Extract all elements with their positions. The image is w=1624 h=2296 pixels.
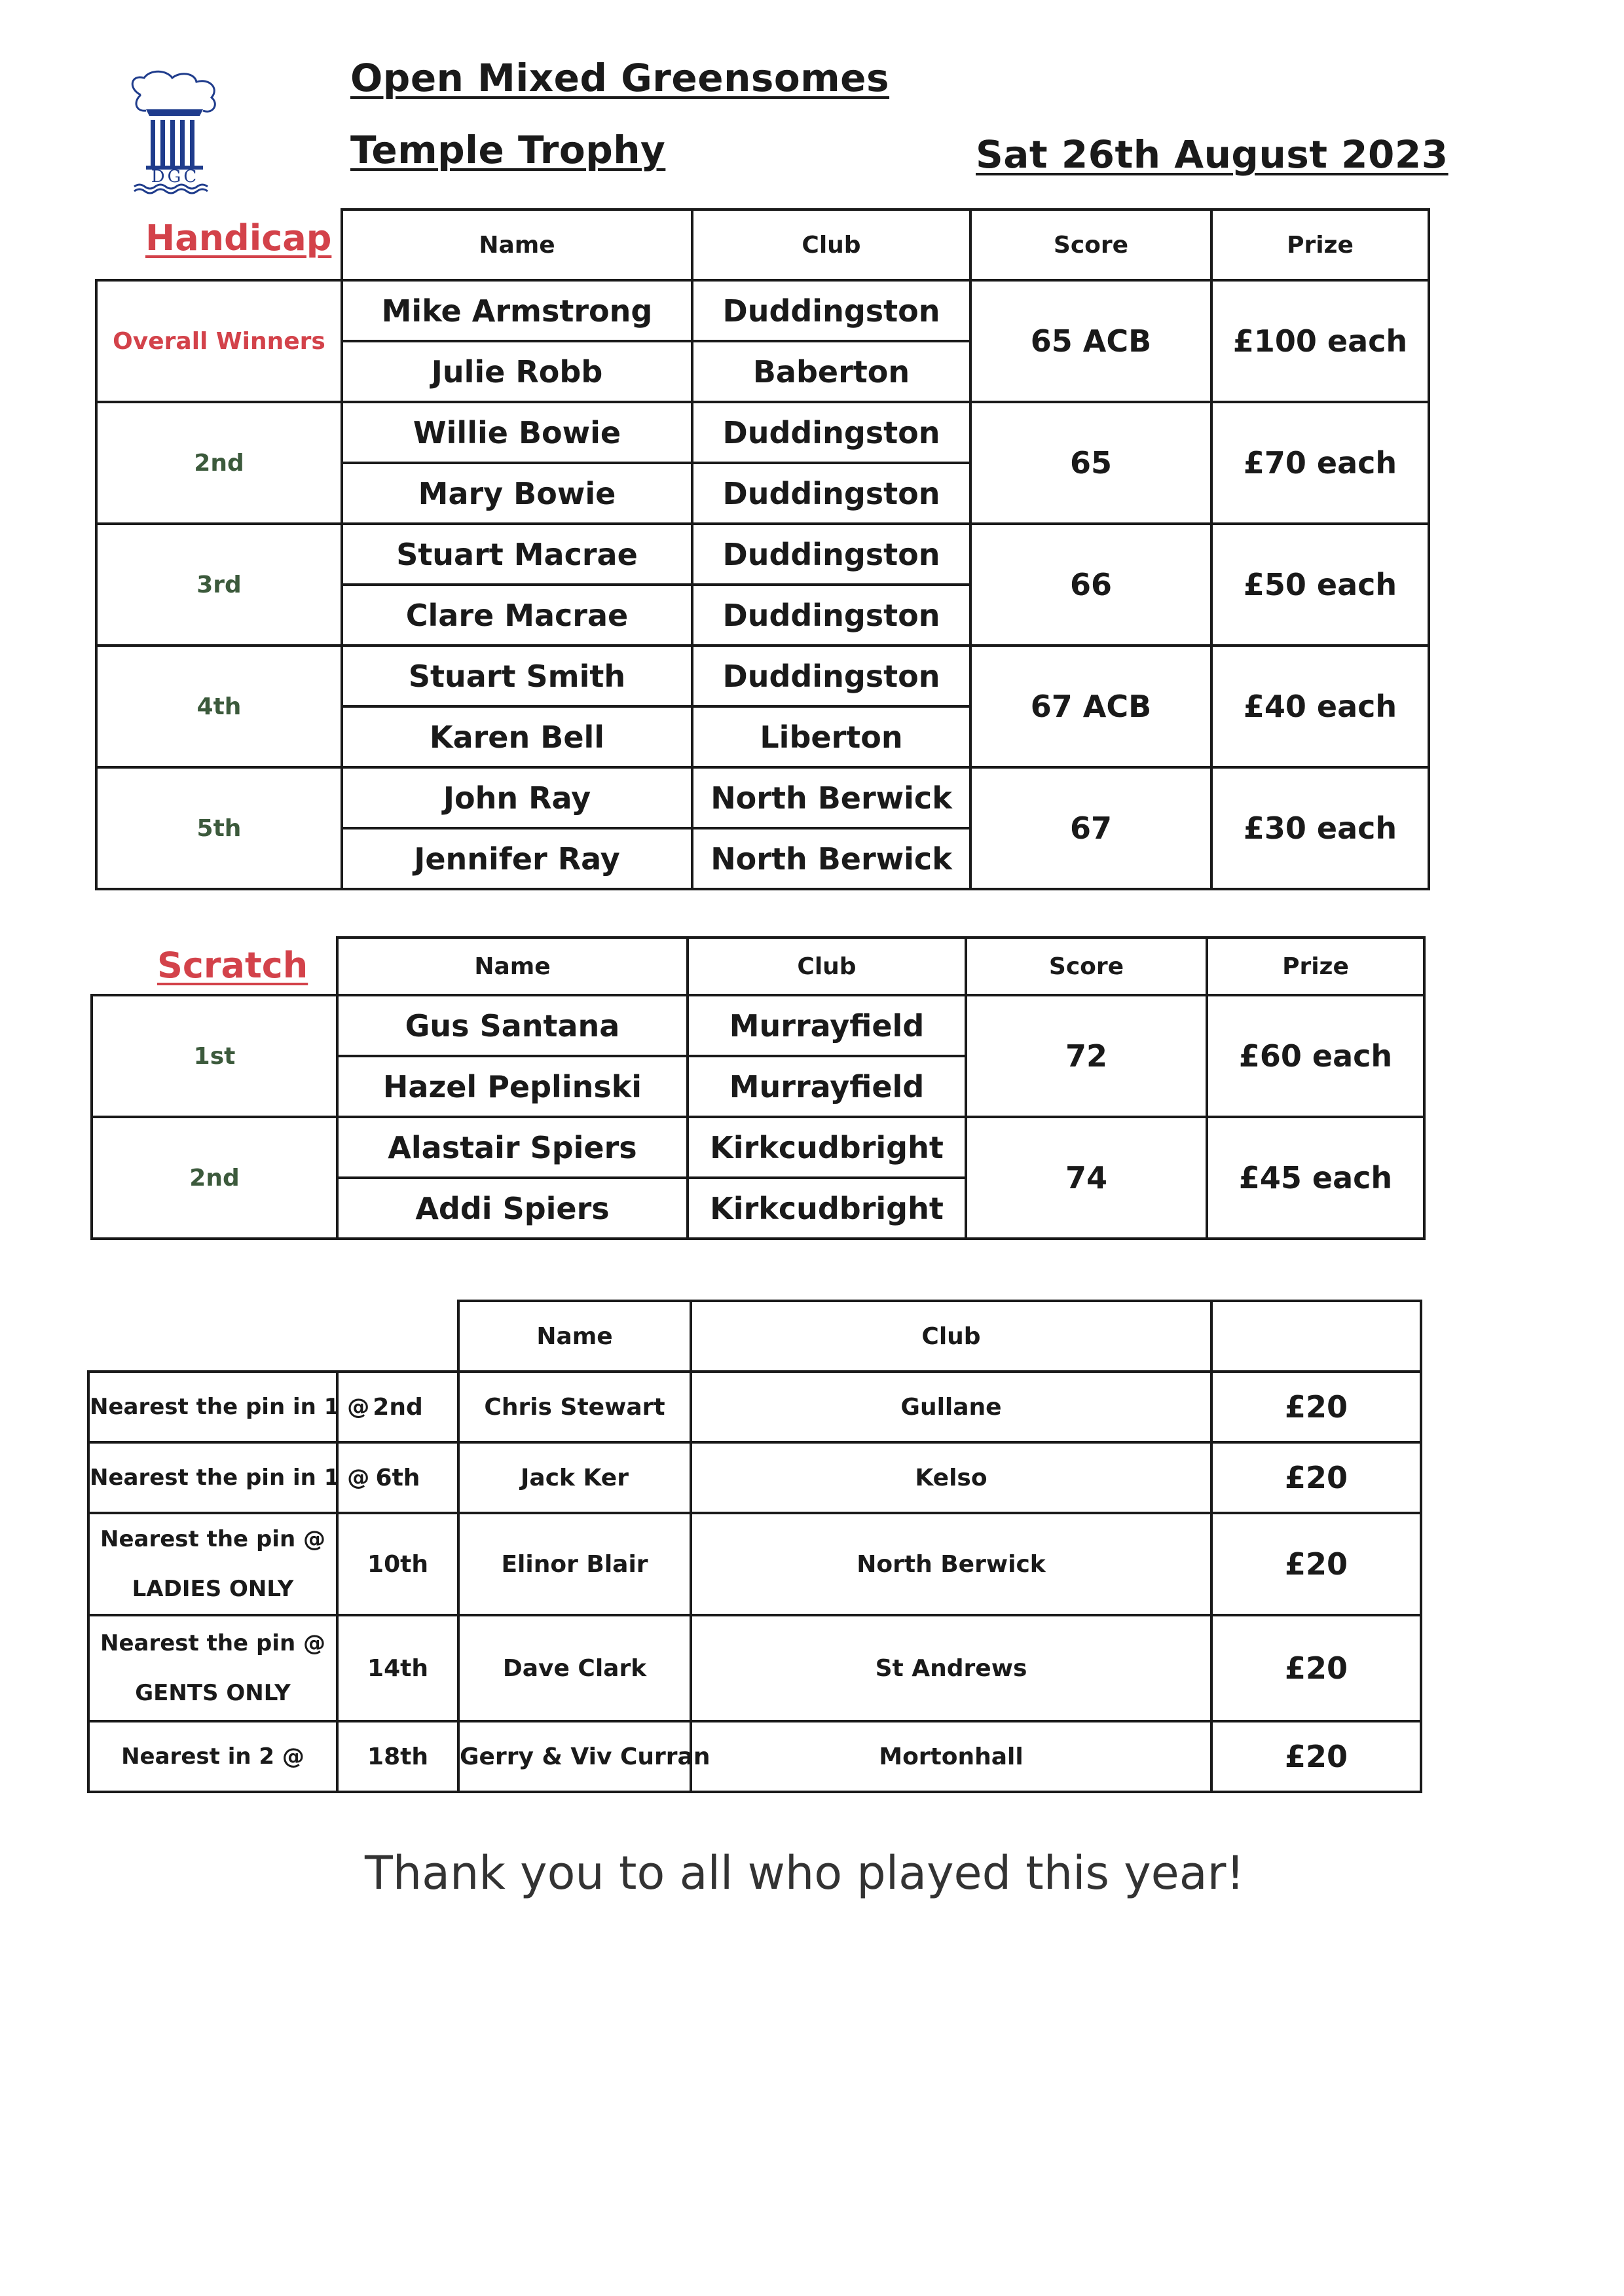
table-row [96, 767, 1429, 828]
player-club: Liberton [692, 706, 970, 767]
table-row [92, 995, 1424, 1056]
award-label: Nearest the pin in 1 @ [88, 1442, 337, 1513]
prize: £40 each [1211, 646, 1429, 767]
player-club: Duddingston [692, 280, 970, 341]
player-name: Mary Bowie [342, 463, 692, 524]
winner-club: St Andrews [691, 1615, 1211, 1721]
trophy-name: Temple Trophy [350, 128, 666, 172]
hole-number: 14th [337, 1615, 458, 1721]
hole-number: 10th [337, 1513, 458, 1615]
award-label: Nearest the pin @ GENTS ONLY [88, 1615, 337, 1721]
position-label: 4th [96, 646, 342, 767]
score: 72 [966, 995, 1207, 1117]
score: 65 [970, 402, 1211, 524]
player-name: Hazel Peplinski [337, 1056, 688, 1117]
column-header-name: Name [458, 1301, 691, 1372]
position-label: 1st [92, 995, 337, 1117]
award-label: Nearest the pin in 1 @ [88, 1372, 337, 1442]
logo-text: DGC [151, 167, 200, 187]
column-header-prize-empty [1211, 1301, 1421, 1372]
score: 67 ACB [970, 646, 1211, 767]
table-row [96, 646, 1429, 706]
player-name: Alastair Spiers [337, 1117, 688, 1178]
column-header-club: Club [692, 210, 970, 280]
prize: £20 [1211, 1442, 1421, 1513]
prize: £20 [1211, 1372, 1421, 1442]
player-club: Baberton [692, 341, 970, 402]
player-club: Kirkcudbright [688, 1117, 966, 1178]
player-name: Mike Armstrong [342, 280, 692, 341]
award-label: Nearest in 2 @ [88, 1721, 337, 1792]
prize: £20 [1211, 1721, 1421, 1792]
prize: £50 each [1211, 524, 1429, 646]
player-name: Jennifer Ray [342, 828, 692, 889]
prize: £60 each [1207, 995, 1424, 1117]
player-club: Murrayfield [688, 1056, 966, 1117]
table-row [88, 1372, 1421, 1442]
player-club: North Berwick [692, 767, 970, 828]
event-title: Open Mixed Greensomes [350, 56, 890, 100]
position-label: 2nd [92, 1117, 337, 1239]
winner-club: North Berwick [691, 1513, 1211, 1615]
column-header-club: Club [688, 938, 966, 995]
prize: £100 each [1211, 280, 1429, 402]
table-row [92, 1117, 1424, 1178]
table-row [96, 524, 1429, 585]
prize: £30 each [1211, 767, 1429, 889]
column-header-name: Name [337, 938, 688, 995]
player-name: Addi Spiers [337, 1178, 688, 1239]
player-club: Kirkcudbright [688, 1178, 966, 1239]
scratch-label: Scratch [157, 945, 308, 986]
prize: £45 each [1207, 1117, 1424, 1239]
score: 67 [970, 767, 1211, 889]
event-date: Sat 26th August 2023 [976, 132, 1449, 177]
score: 74 [966, 1117, 1207, 1239]
player-name: Gus Santana [337, 995, 688, 1056]
winner-name: Jack Ker [458, 1442, 691, 1513]
handicap-table [95, 208, 1430, 890]
table-row [88, 1442, 1421, 1513]
table-row [88, 1615, 1421, 1721]
player-name: Stuart Smith [342, 646, 692, 706]
winner-name: Elinor Blair [458, 1513, 691, 1615]
winner-name: Chris Stewart [458, 1372, 691, 1442]
hole-number: 18th [337, 1721, 458, 1792]
winner-club: Gullane [691, 1372, 1211, 1442]
player-name: Julie Robb [342, 341, 692, 402]
player-club: Duddingston [692, 463, 970, 524]
position-label: 2nd [96, 402, 342, 524]
winner-club: Kelso [691, 1442, 1211, 1513]
player-name: Clare Macrae [342, 585, 692, 646]
column-header-club: Club [691, 1301, 1211, 1372]
table-row [88, 1513, 1421, 1615]
dgc-logo [121, 69, 229, 193]
prize: £20 [1211, 1513, 1421, 1615]
column-header-score: Score [970, 210, 1211, 280]
player-club: Duddingston [692, 524, 970, 585]
handicap-label: Handicap [145, 217, 332, 259]
player-club: North Berwick [692, 828, 970, 889]
player-name: John Ray [342, 767, 692, 828]
table-row [96, 402, 1429, 463]
player-name: Karen Bell [342, 706, 692, 767]
prize: £70 each [1211, 402, 1429, 524]
award-label: Nearest the pin @ LADIES ONLY [88, 1513, 337, 1615]
player-club: Duddingston [692, 402, 970, 463]
winner-name: Dave Clark [458, 1615, 691, 1721]
column-header-prize: Prize [1211, 210, 1429, 280]
position-label: Overall Winners [96, 280, 342, 402]
player-club: Duddingston [692, 646, 970, 706]
hole-number: 2nd [337, 1372, 458, 1442]
prize: £20 [1211, 1615, 1421, 1721]
score: 66 [970, 524, 1211, 646]
column-header-score: Score [966, 938, 1207, 995]
winner-club: Mortonhall [691, 1721, 1211, 1792]
winner-name: Gerry & Viv Curran [458, 1721, 691, 1792]
player-name: Stuart Macrae [342, 524, 692, 585]
column-header-name: Name [342, 210, 692, 280]
scratch-table [90, 936, 1426, 1240]
hole-number: 6th [337, 1442, 458, 1513]
nearest-pin-table [87, 1300, 1422, 1793]
table-row [96, 280, 1429, 341]
column-header-prize: Prize [1207, 938, 1424, 995]
player-club: Murrayfield [688, 995, 966, 1056]
position-label: 5th [96, 767, 342, 889]
score: 65 ACB [970, 280, 1211, 402]
player-name: Willie Bowie [342, 402, 692, 463]
position-label: 3rd [96, 524, 342, 646]
table-row [88, 1721, 1421, 1792]
thank-you-message: Thank you to all who played this year! [365, 1846, 1245, 1900]
player-club: Duddingston [692, 585, 970, 646]
